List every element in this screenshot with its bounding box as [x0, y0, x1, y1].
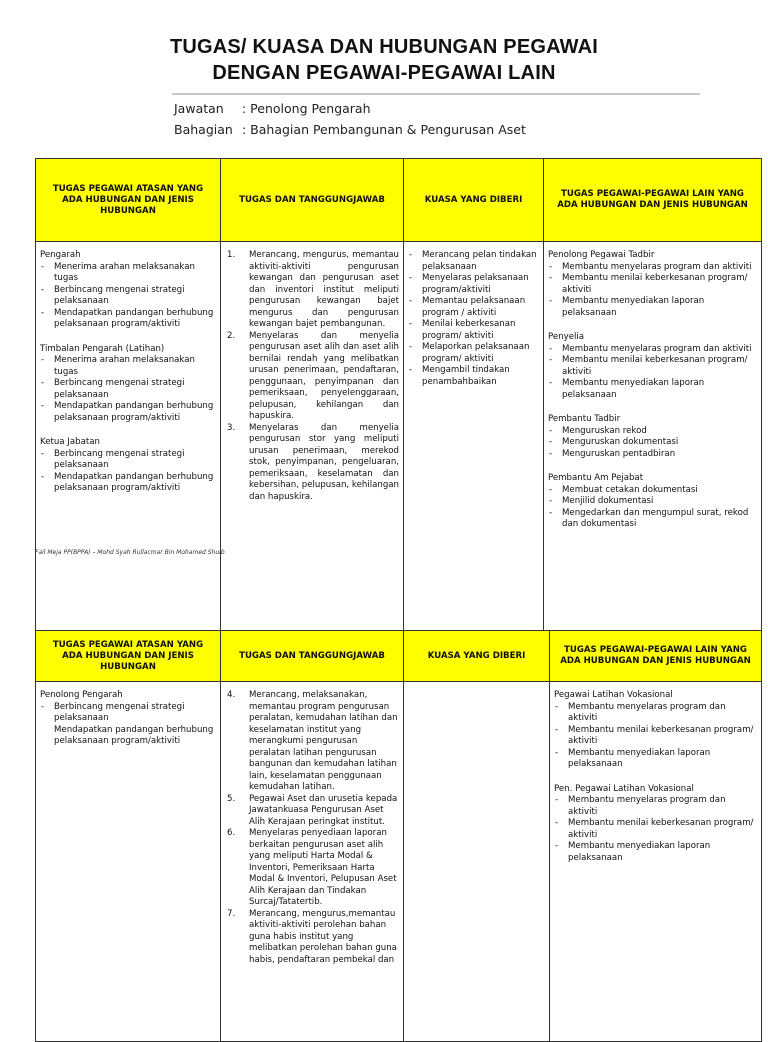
header-tugas-tanggungjawab: TUGAS DAN TANGGUNGJAWAB — [221, 159, 404, 242]
officer-group — [40, 344, 216, 425]
bahagian-label: Bahagian — [174, 122, 233, 137]
officer-heading: Penolong Pengarah — [40, 690, 123, 700]
list-item: - Menerima arahan melaksanakan tugas — [40, 355, 216, 378]
officer-heading: Pen. Pegawai Latihan Vokasional — [554, 783, 694, 794]
list-item: - Mendapatkan pandangan berhubung pelaksanaan program/aktiviti — [40, 401, 216, 424]
list-item: - Membantu menyelaras program dan aktiviti — [554, 702, 757, 725]
list-item: - Berbincang mengenai strategi pelaksanaan — [40, 285, 216, 308]
officer-heading: Pembantu Tadbir — [548, 414, 621, 424]
bahagian-row — [174, 122, 526, 137]
header-tugas-tanggungjawab: TUGAS DAN TANGGUNGJAWAB — [221, 631, 404, 682]
list-item — [225, 423, 399, 504]
table-header-row — [36, 631, 762, 682]
header-tugas-pegawai-lain: TUGAS PEGAWAI-PEGAWAI LAIN YANG ADA HUBUNGAN DAN JENIS HUBUNGAN — [544, 159, 762, 242]
list-item: - Mengedarkan dan mengumpul surat, rekod dan dokumentasi — [548, 508, 757, 531]
item-text: Menyelaras dan menyelia pengurusan stor yang meliputi urusan penerimaan, merekod stok, penyimpanan, pengeluaran, pemeriksaan, keselamatan dan kebersihan, pelupusan, kehilangan dan hapuskira. — [249, 422, 399, 502]
jawatan-value: : Penolong Pengarah — [242, 101, 371, 116]
list-item: - Membuat cetakan dokumentasi — [548, 485, 757, 497]
list-item: - Menjilid dokumentasi — [548, 496, 757, 508]
page-title-line2: DENGAN PEGAWAI-PEGAWAI LAIN — [212, 62, 556, 84]
header-tugas-pegawai-atasan: TUGAS PEGAWAI ATASAN YANG ADA HUBUNGAN DAN JENIS HUBUNGAN — [36, 631, 221, 682]
list-item — [225, 909, 399, 967]
officer-heading: Pengarah — [40, 250, 81, 260]
table-row — [36, 242, 762, 632]
duties-cell — [221, 242, 404, 632]
item-text: Pegawai Aset dan urusetia kepada Jawatankuasa Pengurusan Aset Alih Kerajaan peringkat institut. — [249, 793, 398, 827]
list-item: - Membantu menyelaras program dan aktiviti — [548, 262, 757, 274]
superior-officers-cell — [36, 242, 221, 632]
title-divider — [172, 93, 700, 95]
officer-group — [554, 784, 757, 865]
item-text: Menyelaras dan menyelia pengurusan aset alih dan aset alih bernilai rendah yang melibatkan urusan penerimaan, pendaftaran, penggunaan, penyimpanan dan pemeriksaan, penyelenggaraan, pelupusan, kehilangan dan hapuskira. — [249, 330, 399, 421]
list-item: - Berbincang mengenai strategi pelaksanaan — [40, 449, 216, 472]
list-item — [225, 828, 399, 909]
footer-note: Fail Meja PP(BPPA) – Mohd Syah Rullacmar Bin Mohamed Shuib — [35, 549, 225, 556]
powers-cell — [404, 682, 550, 1042]
duties-table-1 — [35, 158, 762, 632]
officer-heading: Ketua Jabatan — [40, 437, 100, 447]
list-item: - Membantu menilai keberkesanan program/ aktiviti — [548, 355, 757, 378]
list-item: - Mendapatkan pandangan berhubung pelaksanaan program/aktiviti — [40, 308, 216, 331]
item-number: 6. — [227, 828, 236, 838]
jawatan-row — [174, 101, 371, 116]
list-item: - Menguruskan dokumentasi — [548, 437, 757, 449]
list-item: - Membantu menyelaras program dan aktiviti — [548, 344, 757, 356]
list-item: - Memantau pelaksanaan program / aktiviti — [408, 296, 539, 319]
item-number: 5. — [227, 793, 236, 804]
list-item: - Menilai keberkesanan program/ aktiviti — [408, 319, 539, 342]
table-header-row — [36, 159, 762, 242]
jawatan-label: Jawatan — [174, 101, 224, 116]
powers-cell — [404, 242, 544, 632]
officer-heading: Penolong Pegawai Tadbir — [548, 250, 655, 260]
list-item — [225, 794, 399, 829]
item-number: 1. — [227, 250, 236, 260]
list-item: - Berbincang mengenai strategi pelaksanaan — [40, 702, 216, 725]
item-text: Menyelaras penyediaan laporan berkaitan pengurusan aset alih yang meliputi Harta Modal & Inventori, Pemeriksaan Harta Modal & Inventori, Pelupusan Aset Alih Kerajaan dan Tindakan Surcaj/Tatatertib. — [249, 828, 397, 907]
list-item: - Membantu menilai keberkesanan program/ aktiviti — [554, 818, 757, 841]
list-item: - Membantu menyediakan laporan pelaksanaan — [548, 378, 757, 401]
item-number: 7. — [227, 908, 236, 919]
list-item — [225, 250, 399, 331]
list-item — [225, 331, 399, 423]
item-number: 3. — [227, 422, 236, 433]
officer-group — [548, 332, 757, 401]
list-item: - Mengambil tindakan penambahbaikan — [408, 365, 539, 388]
officer-group — [40, 250, 216, 331]
list-item: - Membantu menilai keberkesanan program/ aktiviti — [554, 725, 757, 748]
bahagian-value: : Bahagian Pembangunan & Pengurusan Aset — [242, 122, 526, 137]
officer-group — [548, 250, 757, 319]
item-text: Merancang, mengurus, memantau aktiviti-aktiviti pengurusan kewangan dan pengurusan aset dan inventori institut meliputi pengurusan kewangan bajet mengurus dan pengurusan kewangan bajet pembangunan. — [249, 250, 399, 329]
page-title-line1: TUGAS/ KUASA DAN HUBUNGAN PEGAWAI — [169, 36, 599, 58]
list-item: - Menguruskan pentadbiran — [548, 449, 757, 461]
officer-heading: Penyelia — [548, 332, 585, 342]
officer-heading: Timbalan Pengarah (Latihan) — [40, 343, 165, 354]
table-row — [36, 682, 762, 1042]
list-item: - Membantu menilai keberkesanan program/ aktiviti — [548, 273, 757, 296]
item-text: Merancang, melaksanakan, memantau program pengurusan peralatan, kemudahan latihan dan keselamatan institut yang merangkumi pengurusan peralatan latihan pengurusan bangunan dan kemudahan latihan lain, keselamatan penggunaan kemudahan latihan. — [249, 690, 398, 792]
officer-heading: Pembantu Am Pejabat — [548, 473, 644, 483]
item-number: 2. — [227, 330, 236, 341]
list-item: - Membantu menyediakan laporan pelaksanaan — [548, 296, 757, 319]
list-item: - Menyelaras pelaksanaan program/aktiviti — [408, 273, 539, 296]
item-number: 4. — [227, 690, 236, 700]
list-item: - Membantu menyelaras program dan aktiviti — [554, 795, 757, 818]
officer-group — [554, 690, 757, 771]
duties-cell — [221, 682, 404, 1042]
officer-group — [548, 414, 757, 460]
other-officers-cell — [544, 242, 762, 632]
officer-group — [40, 690, 216, 748]
list-item: - Menguruskan rekod — [548, 426, 757, 438]
header-tugas-pegawai-lain: TUGAS PEGAWAI-PEGAWAI LAIN YANG ADA HUBUNGAN DAN JENIS HUBUNGAN — [550, 631, 762, 682]
list-item — [225, 690, 399, 794]
list-item: - Membantu menyediakan laporan pelaksanaan — [554, 841, 757, 864]
header-kuasa-diberi: KUASA YANG DIBERI — [404, 159, 544, 242]
list-item: - Membantu menyediakan laporan pelaksanaan — [554, 748, 757, 771]
duties-table-2 — [35, 630, 762, 1042]
header-kuasa-diberi: KUASA YANG DIBERI — [404, 631, 550, 682]
list-item: - Mendapatkan pandangan berhubung pelaksanaan program/aktiviti — [40, 472, 216, 495]
officer-heading: Pegawai Latihan Vokasional — [554, 690, 673, 700]
list-item: - Berbincang mengenai strategi pelaksanaan — [40, 378, 216, 401]
other-officers-cell — [550, 682, 762, 1042]
item-text: Merancang, mengurus,memantau aktiviti-aktiviti perolehan bahan guna habis institut yang melibatkan perolehan bahan guna habis, pendaftaran pembekal dan — [249, 908, 397, 965]
officer-group — [40, 437, 216, 495]
header-tugas-pegawai-atasan: TUGAS PEGAWAI ATASAN YANG ADA HUBUNGAN DAN JENIS HUBUNGAN — [36, 159, 221, 242]
list-item: - Merancang pelan tindakan pelaksanaan — [408, 250, 539, 273]
list-item: Mendapatkan pandangan berhubung pelaksanaan program/aktiviti — [54, 724, 214, 746]
officer-group — [548, 473, 757, 531]
list-item: - Melaporkan pelaksanaan program/ aktiviti — [408, 342, 539, 365]
list-item: - Menerima arahan melaksanakan tugas — [40, 262, 216, 285]
superior-officers-cell — [36, 682, 221, 1042]
